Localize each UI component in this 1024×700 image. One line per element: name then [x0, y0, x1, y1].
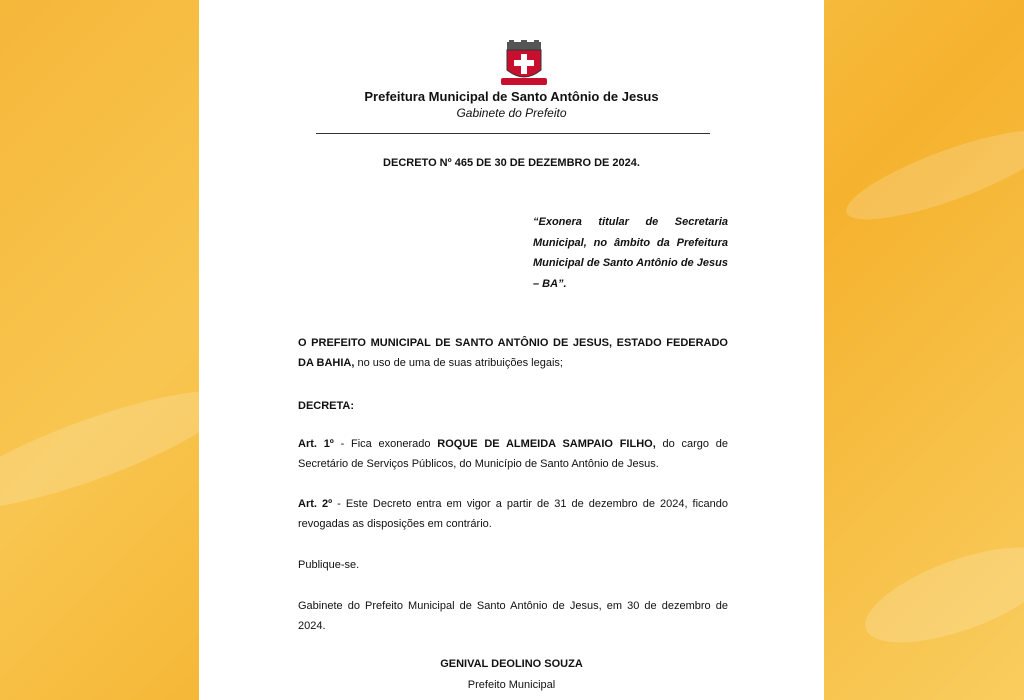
article-2-label: Art. 2º: [298, 498, 333, 510]
article-1-text: - Fica exonerado: [333, 438, 438, 450]
decreta-label: DECRETA:: [298, 400, 355, 412]
cabinet-name: Gabinete do Prefeito: [456, 106, 567, 120]
article-1-text-cont: do cargo de Secretário de Serviços Públicos, do Município de Santo Antônio de Jesus.: [298, 438, 729, 470]
signature-role: Prefeito Municipal: [467, 679, 556, 691]
article-2: [298, 494, 728, 534]
background-decoration: [854, 528, 1024, 662]
header-divider: [316, 133, 710, 134]
preamble-bold: O PREFEITO MUNICIPAL DE SANTO ANTÔNIO DE JESUS, ESTADO FEDERADO DA BAHIA,: [298, 337, 728, 369]
publish-notice: Publique-se.: [298, 559, 360, 571]
decreta-heading: [298, 396, 728, 416]
preamble-text: no uso de uma de suas atribuições legais;: [354, 357, 563, 369]
preamble-paragraph: [298, 333, 728, 373]
document-page: [199, 0, 824, 700]
article-1: [298, 434, 728, 474]
organization-name: Prefeitura Municipal de Santo Antônio de Jesus: [364, 89, 659, 104]
closing-paragraph: Gabinete do Prefeito Municipal de Santo Antônio de Jesus, em 30 de dezembro de 2024.: [298, 600, 728, 632]
article-1-label: Art. 1º: [298, 438, 334, 450]
decree-summary: “Exonera titular de Secretaria Municipal, no âmbito da Prefeitura Municipal de Santo Antônio de Jesus – BA”.: [533, 216, 728, 290]
signature-name: GENIVAL DEOLINO SOUZA: [440, 658, 583, 670]
article-2-text: - Este Decreto entra em vigor a partir de 31 de dezembro de 2024, ficando revogadas as disposições em contrário.: [298, 498, 729, 530]
decree-title: DECRETO Nº 465 DE 30 DE DEZEMBRO DE 2024.: [383, 157, 640, 169]
coat-of-arms-icon: [499, 40, 549, 88]
background-decoration: [838, 114, 1024, 236]
article-1-person: ROQUE DE ALMEIDA SAMPAIO FILHO,: [437, 438, 656, 450]
